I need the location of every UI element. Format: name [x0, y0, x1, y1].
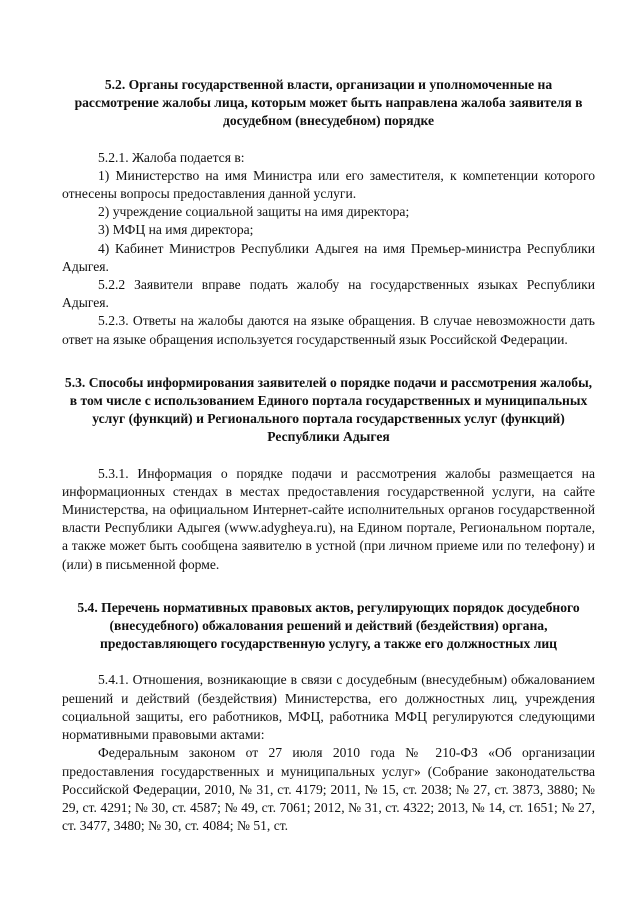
section-heading: 5.3. Способы информирования заявителей о порядке подачи и рассмотрения жалобы, в том числе с использованием Единого портала государственных и муниципальных услуг (функций) и Регионального портала государственных услуг (функций) Республики Адыгея: [64, 374, 593, 445]
section-5-2: [62, 76, 595, 349]
paragraph: Федеральным законом от 27 июля 2010 года № 210-ФЗ «Об организации предоставления государственных и муниципальных услуг» (Собрание законодательства Российской Федерации, 2010, № 31, ст. 4179; 2011, № 15, ст. 2038; № 27, ст. 3873, 3880; № 29, ст. 4291; № 30, ст. 4587; № 49, ст. 7061; 2012, № 31, ст. 4322; 2013, № 14, ст. 1651; № 27, ст. 3477, 3480; № 30, ст. 4084; № 51, ст.: [62, 745, 595, 834]
section-heading: 5.2. Органы государственной власти, организации и уполномоченные на рассмотрение жалобы лица, которым может быть направлена жалоба заявителя в досудебном (внесудебном) порядке: [74, 77, 583, 129]
section-5-4: [62, 599, 595, 835]
paragraph: 5.2.1. Жалоба подается в:: [98, 149, 245, 165]
paragraph: 5.2.3. Ответы на жалобы даются на языке обращения. В случае невозможности дать ответ на языке обращения используется государственный язык Российской Федерации.: [62, 313, 595, 347]
paragraph: 5.2.2 Заявители вправе подать жалобу на государственных языках Республики Адыгея.: [62, 277, 595, 311]
paragraph: 1) Министерство на имя Министра или его заместителя, к компетенции которого отнесены вопросы предоставления данной услуги.: [62, 167, 595, 202]
section-heading: 5.4. Перечень нормативных правовых актов, регулирующих порядок досудебного (внесудебного) обжалования решений и действий (бездействия) органа, предоставляющего государственную услугу, а также его должностных лиц: [77, 599, 580, 652]
paragraph: 2) учреждение социальной защиты на имя директора;: [98, 204, 410, 220]
paragraph: 5.4.1. Отношения, возникающие в связи с досудебным (внесудебным) обжалованием решений и действий (бездействия) Министерства, его должностных лиц, учреждения социальной защиты, его работников, МФЦ, работника МФЦ регулируются следующими нормативными правовыми актами:: [62, 672, 595, 743]
paragraph: 5.3.1. Информация о порядке подачи и рассмотрения жалобы размещается на информационных стендах в местах предоставления государственной услуги, на сайте Министерства, на официальном Интернет-сайте исполнительных органов государственной власти Республики Адыгея (www.adygheya.ru), на Едином портале, Региональном портале, а также может быть сообщена заявителю в устной (при личном приеме или по телефону) и (или) в письменной форме.: [62, 465, 595, 572]
document-body: [62, 76, 595, 835]
paragraph: 4) Кабинет Министров Республики Адыгея на имя Премьер-министра Республики Адыгея.: [62, 240, 595, 274]
paragraph: 3) МФЦ на имя директора;: [98, 222, 254, 238]
section-5-3: [62, 374, 595, 574]
